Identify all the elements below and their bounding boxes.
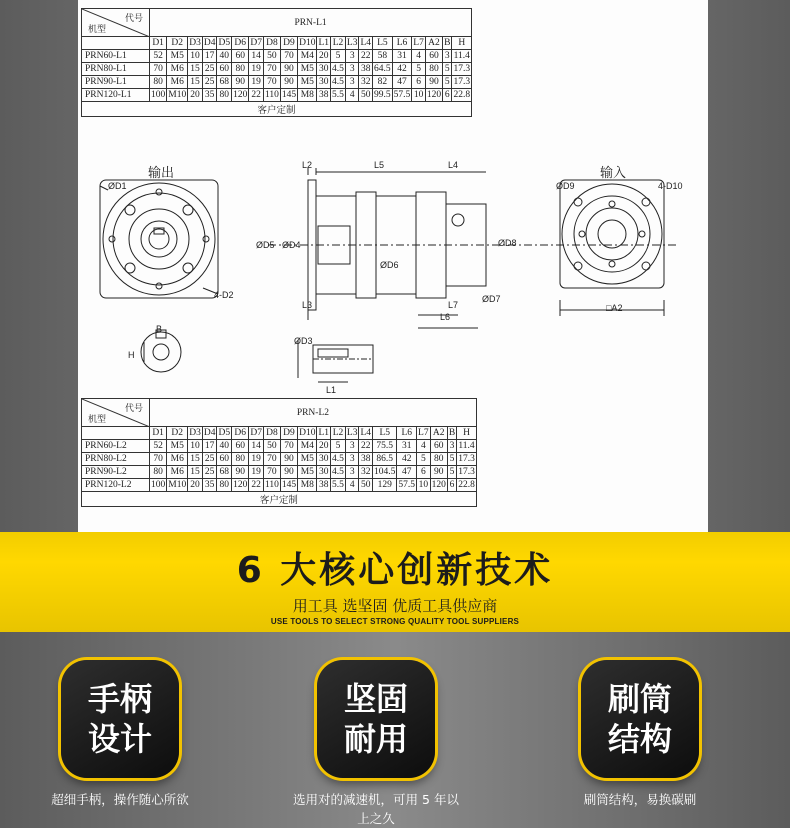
value-cell: 3: [345, 453, 359, 466]
value-cell: 6: [447, 479, 456, 492]
column-header: D3: [189, 428, 201, 438]
column-header: D9: [280, 37, 297, 50]
value-cell: 11.4: [458, 441, 475, 451]
value-cell: 104.5: [374, 467, 396, 477]
value-cell: 60: [217, 453, 232, 466]
dim-l4: L4: [448, 160, 459, 170]
column-header: L5: [373, 427, 397, 440]
dim-l7: L7: [448, 300, 459, 310]
value-cell: 35: [202, 479, 217, 492]
column-header: D3: [189, 38, 201, 48]
value-cell: 5: [447, 453, 456, 466]
value-cell: 5: [443, 63, 452, 76]
value-cell: 22: [359, 440, 373, 453]
value-cell: 57.5: [398, 480, 416, 490]
value-cell: 50: [359, 89, 373, 102]
value-cell: 19: [249, 63, 264, 76]
dim-d10: 4-D10: [658, 181, 683, 191]
value-cell: 6: [443, 89, 452, 102]
input-label: 输入: [600, 165, 627, 180]
code-label: 代号: [124, 13, 143, 23]
value-cell: 22: [249, 479, 264, 492]
value-cell: 80: [232, 63, 249, 76]
dim-d4: ØD4: [282, 240, 301, 250]
value-cell: 3: [345, 63, 359, 76]
feature-brush-structure: [520, 660, 760, 809]
value-cell: 80: [217, 479, 232, 492]
value-cell: 15: [188, 76, 203, 89]
value-cell: 68: [217, 76, 232, 89]
dim-b: B: [156, 324, 163, 334]
code-label: 代号: [124, 403, 143, 413]
value-cell: 35: [202, 89, 217, 102]
value-cell: 120: [233, 480, 248, 490]
dim-h: H: [128, 350, 135, 360]
value-cell: 5: [331, 50, 346, 63]
column-header: D8: [263, 37, 280, 50]
value-cell: 5: [447, 466, 456, 479]
value-cell: 17.3: [453, 64, 471, 74]
table-row: [82, 76, 472, 89]
value-cell: 120: [431, 480, 446, 490]
value-cell: 17.3: [458, 454, 475, 464]
value-cell: 6: [412, 76, 426, 89]
value-cell: 86.5: [373, 453, 397, 466]
value-cell: 60: [217, 63, 232, 76]
header-row: [82, 37, 472, 50]
value-cell: 20: [317, 440, 331, 453]
value-cell: 90: [280, 63, 297, 76]
value-cell: 10: [417, 479, 431, 492]
technical-sheet: [78, 0, 708, 532]
value-cell: 80: [150, 466, 167, 479]
value-cell: 60: [232, 440, 249, 453]
value-cell: 3: [345, 466, 359, 479]
value-cell: 60: [232, 50, 249, 63]
value-cell: 70: [263, 453, 280, 466]
value-cell: 3: [443, 50, 452, 63]
column-header: D2: [167, 37, 188, 50]
value-cell: M8: [298, 479, 317, 492]
value-cell: 5.5: [332, 480, 344, 490]
column-header: H: [452, 37, 472, 50]
dim-d9: ØD9: [556, 181, 575, 191]
column-header: D1: [150, 37, 167, 50]
value-cell: 52: [150, 440, 167, 453]
value-cell: 10: [412, 89, 426, 102]
series-title: PRN-L1: [150, 9, 472, 37]
value-cell: 3: [345, 50, 359, 63]
column-header: D7: [250, 428, 262, 438]
value-cell: 4: [345, 89, 359, 102]
dim-d1: ØD1: [108, 181, 127, 191]
dim-l3: L3: [302, 300, 313, 310]
output-label: 输出: [148, 165, 175, 180]
model-cell: PRN120-L2: [82, 479, 150, 492]
table-corner-cell: [82, 9, 150, 37]
table-row: [82, 89, 472, 102]
value-cell: 90: [280, 466, 297, 479]
model-cell: PRN80-L1: [82, 63, 150, 76]
value-cell: 80: [232, 453, 249, 466]
value-cell: 70: [280, 440, 297, 453]
column-header: L3: [346, 428, 358, 438]
model-cell: PRN90-L1: [82, 76, 150, 89]
value-cell: 15: [188, 466, 203, 479]
column-header: D6: [232, 37, 249, 50]
value-cell: 129: [373, 479, 397, 492]
feature-card: [317, 660, 435, 778]
model-cell: PRN60-L1: [82, 50, 150, 63]
table-row: [82, 50, 472, 63]
feature-desc: 刷筒结构，易换碳刷: [583, 792, 697, 807]
value-cell: 5: [417, 453, 431, 466]
column-header: L2: [331, 427, 346, 440]
value-cell: 120: [233, 90, 248, 100]
value-cell: M8: [298, 89, 317, 102]
value-cell: 22: [249, 89, 264, 102]
value-cell: 3: [447, 440, 456, 453]
gearbox-drawing: [78, 150, 708, 390]
value-cell: 70: [263, 63, 280, 76]
spec-table-l2: [81, 398, 477, 507]
value-cell: 38: [359, 63, 373, 76]
value-cell: 90: [425, 76, 442, 89]
column-header: L3: [346, 38, 358, 48]
value-cell: 47: [397, 466, 417, 479]
column-header: D9: [280, 427, 297, 440]
value-cell: 30: [317, 466, 331, 479]
model-label: 机型: [88, 414, 107, 424]
feature-title: 刷筒结构: [607, 680, 672, 758]
value-cell: 11.4: [453, 51, 470, 61]
value-cell: M5: [167, 50, 188, 63]
column-header: A2: [430, 427, 447, 440]
value-cell: 38: [317, 89, 331, 102]
value-cell: 4: [417, 440, 431, 453]
value-cell: M6: [167, 63, 188, 76]
value-cell: 19: [249, 453, 264, 466]
value-cell: 110: [264, 90, 279, 100]
value-cell: 14: [249, 50, 264, 63]
value-cell: 15: [188, 63, 203, 76]
value-cell: 17.3: [453, 77, 471, 87]
value-cell: 60: [430, 440, 447, 453]
value-cell: 17: [202, 50, 217, 63]
value-cell: 31: [392, 50, 412, 63]
column-header: L4: [360, 428, 372, 438]
value-cell: 100: [151, 90, 166, 100]
value-cell: 3: [345, 76, 359, 89]
value-cell: 25: [202, 76, 217, 89]
value-cell: 50: [263, 50, 280, 63]
value-cell: 47: [392, 76, 412, 89]
column-header: D4: [203, 38, 216, 48]
column-header: D10: [299, 428, 316, 438]
value-cell: 90: [430, 466, 447, 479]
value-cell: 3: [345, 440, 359, 453]
value-cell: 38: [317, 479, 331, 492]
column-header: D10: [299, 38, 316, 48]
value-cell: 25: [202, 453, 217, 466]
value-cell: 4.5: [332, 467, 344, 477]
value-cell: 42: [397, 453, 417, 466]
value-cell: 25: [202, 63, 217, 76]
column-header: L1: [318, 428, 330, 438]
value-cell: 22.8: [453, 90, 471, 100]
value-cell: 4: [345, 479, 359, 492]
value-cell: 40: [217, 440, 232, 453]
value-cell: 75.5: [373, 440, 397, 453]
feature-card: [61, 660, 179, 778]
header-blank-cell: [82, 37, 150, 50]
value-cell: 10: [188, 50, 203, 63]
dim-l2: L2: [302, 160, 313, 170]
value-cell: 70: [263, 466, 280, 479]
table-corner-cell: [82, 399, 150, 427]
model-cell: PRN120-L1: [82, 89, 150, 102]
value-cell: 20: [317, 50, 331, 63]
value-cell: M4: [298, 440, 317, 453]
value-cell: 6: [417, 466, 431, 479]
value-cell: 52: [150, 50, 167, 63]
value-cell: 5: [331, 440, 346, 453]
dim-d8: ØD8: [498, 238, 517, 248]
table-body: [82, 440, 477, 492]
banner-subtitle: 用工具 选坚固 优质工具供应商: [292, 597, 498, 615]
value-cell: 68: [217, 466, 232, 479]
value-cell: 60: [425, 50, 442, 63]
header-blank-cell: [82, 427, 150, 440]
table-row: [82, 453, 477, 466]
dim-d7: ØD7: [482, 294, 501, 304]
banner-subtitle-en: USE TOOLS TO SELECT STRONG QUALITY TOOL SUPPLIERS: [270, 617, 520, 626]
value-cell: 145: [281, 480, 297, 490]
value-cell: 50: [263, 440, 280, 453]
value-cell: 32: [359, 466, 373, 479]
model-label: 机型: [88, 24, 107, 34]
dim-l6: L6: [440, 312, 451, 322]
value-cell: 70: [150, 63, 167, 76]
table-row: [82, 466, 477, 479]
value-cell: 32: [359, 76, 373, 89]
value-cell: 10: [188, 440, 203, 453]
table-row: [82, 63, 472, 76]
value-cell: M10: [168, 90, 187, 100]
column-header: B: [444, 38, 451, 48]
value-cell: M5: [298, 453, 317, 466]
value-cell: 5.5: [332, 90, 344, 100]
column-header: A2: [425, 37, 442, 50]
column-header: L5: [373, 37, 393, 50]
value-cell: 20: [188, 479, 203, 492]
headline-banner: [0, 532, 790, 632]
value-cell: 57.5: [393, 90, 411, 100]
value-cell: M6: [167, 453, 188, 466]
spec-table-l1: [81, 8, 472, 117]
value-cell: 80: [425, 63, 442, 76]
series-title: PRN-L2: [150, 399, 477, 427]
shaft-detail: [141, 330, 373, 382]
table-footer: 客户定制: [82, 102, 472, 117]
value-cell: 99.5: [374, 90, 391, 100]
value-cell: 90: [232, 76, 249, 89]
value-cell: 14: [249, 440, 264, 453]
value-cell: M4: [298, 50, 317, 63]
value-cell: 25: [202, 466, 217, 479]
dim-a2: □A2: [606, 303, 623, 313]
value-cell: 19: [249, 76, 264, 89]
column-header: D8: [263, 427, 280, 440]
value-cell: 120: [426, 90, 442, 100]
value-cell: 145: [281, 90, 297, 100]
column-header: D6: [232, 427, 249, 440]
value-cell: 50: [359, 479, 373, 492]
feature-card: [581, 660, 699, 778]
value-cell: 42: [392, 63, 412, 76]
value-cell: 110: [264, 480, 279, 490]
feature-durable: [256, 660, 496, 828]
value-cell: 100: [151, 480, 166, 490]
value-cell: M5: [298, 466, 317, 479]
value-cell: 17.3: [458, 467, 475, 477]
value-cell: M6: [167, 76, 188, 89]
column-header: D5: [218, 428, 231, 438]
table-row: [82, 479, 477, 492]
value-cell: M10: [168, 480, 187, 490]
column-header: B: [448, 428, 456, 438]
dim-l1: L1: [326, 385, 337, 395]
value-cell: 30: [317, 63, 331, 76]
value-cell: 58: [373, 50, 393, 63]
value-cell: 15: [188, 453, 203, 466]
column-header: D7: [250, 38, 262, 48]
value-cell: 4.5: [332, 64, 344, 74]
feature-title: 坚固耐用: [343, 680, 408, 758]
value-cell: 20: [188, 89, 203, 102]
value-cell: 70: [150, 453, 167, 466]
value-cell: 4.5: [332, 77, 344, 87]
feature-handle-design: [0, 660, 240, 809]
column-header: L7: [413, 38, 424, 48]
table-row: [82, 440, 477, 453]
value-cell: M5: [167, 440, 188, 453]
dim-d2: 4-D2: [214, 290, 234, 300]
feature-title: 手柄设计: [87, 680, 152, 758]
value-cell: 30: [317, 453, 331, 466]
table-body: [82, 50, 472, 102]
output-flange-view: [100, 180, 218, 298]
value-cell: M5: [298, 63, 317, 76]
dim-d6: ØD6: [380, 260, 399, 270]
value-cell: 80: [430, 453, 447, 466]
value-cell: 5: [412, 63, 426, 76]
header-row: [82, 427, 477, 440]
value-cell: 90: [280, 76, 297, 89]
value-cell: M6: [167, 466, 188, 479]
column-header: D1: [150, 427, 167, 440]
model-cell: PRN80-L2: [82, 453, 150, 466]
value-cell: 22.8: [458, 480, 475, 490]
banner-headline: 6 大核心创新技术: [236, 550, 554, 591]
value-cell: 90: [232, 466, 249, 479]
value-cell: M5: [298, 76, 317, 89]
value-cell: 80: [150, 76, 167, 89]
value-cell: 4: [412, 50, 426, 63]
column-header: L4: [360, 38, 372, 48]
value-cell: 70: [280, 50, 297, 63]
feature-desc: 选用对的减速机，可用 5 年以上之久: [293, 792, 459, 826]
column-header: L6: [392, 37, 412, 50]
column-header: L7: [418, 428, 429, 438]
input-flange-view: [560, 180, 664, 316]
value-cell: 90: [280, 453, 297, 466]
value-cell: 30: [317, 76, 331, 89]
value-cell: 31: [397, 440, 417, 453]
column-header: L2: [331, 37, 346, 50]
value-cell: 82: [373, 76, 393, 89]
column-header: L6: [397, 427, 417, 440]
dim-d5: ØD5: [256, 240, 275, 250]
dim-l5: L5: [374, 160, 385, 170]
feature-desc: 超细手柄，操作随心所欲: [51, 792, 189, 807]
value-cell: 17: [202, 440, 217, 453]
model-cell: PRN90-L2: [82, 466, 150, 479]
column-header: D5: [218, 38, 231, 48]
model-cell: PRN60-L2: [82, 440, 150, 453]
value-cell: 64.5: [374, 64, 391, 74]
value-cell: 40: [217, 50, 232, 63]
column-header: D2: [167, 427, 188, 440]
value-cell: 5: [443, 76, 452, 89]
value-cell: 70: [263, 76, 280, 89]
value-cell: 38: [359, 453, 373, 466]
value-cell: 19: [249, 466, 264, 479]
column-header: L1: [318, 38, 330, 48]
column-header: H: [457, 427, 477, 440]
column-header: D4: [203, 428, 216, 438]
value-cell: 80: [217, 89, 232, 102]
value-cell: 4.5: [332, 454, 344, 464]
value-cell: 22: [359, 50, 373, 63]
dim-d3: ØD3: [294, 336, 313, 346]
table-footer: 客户定制: [82, 492, 477, 507]
